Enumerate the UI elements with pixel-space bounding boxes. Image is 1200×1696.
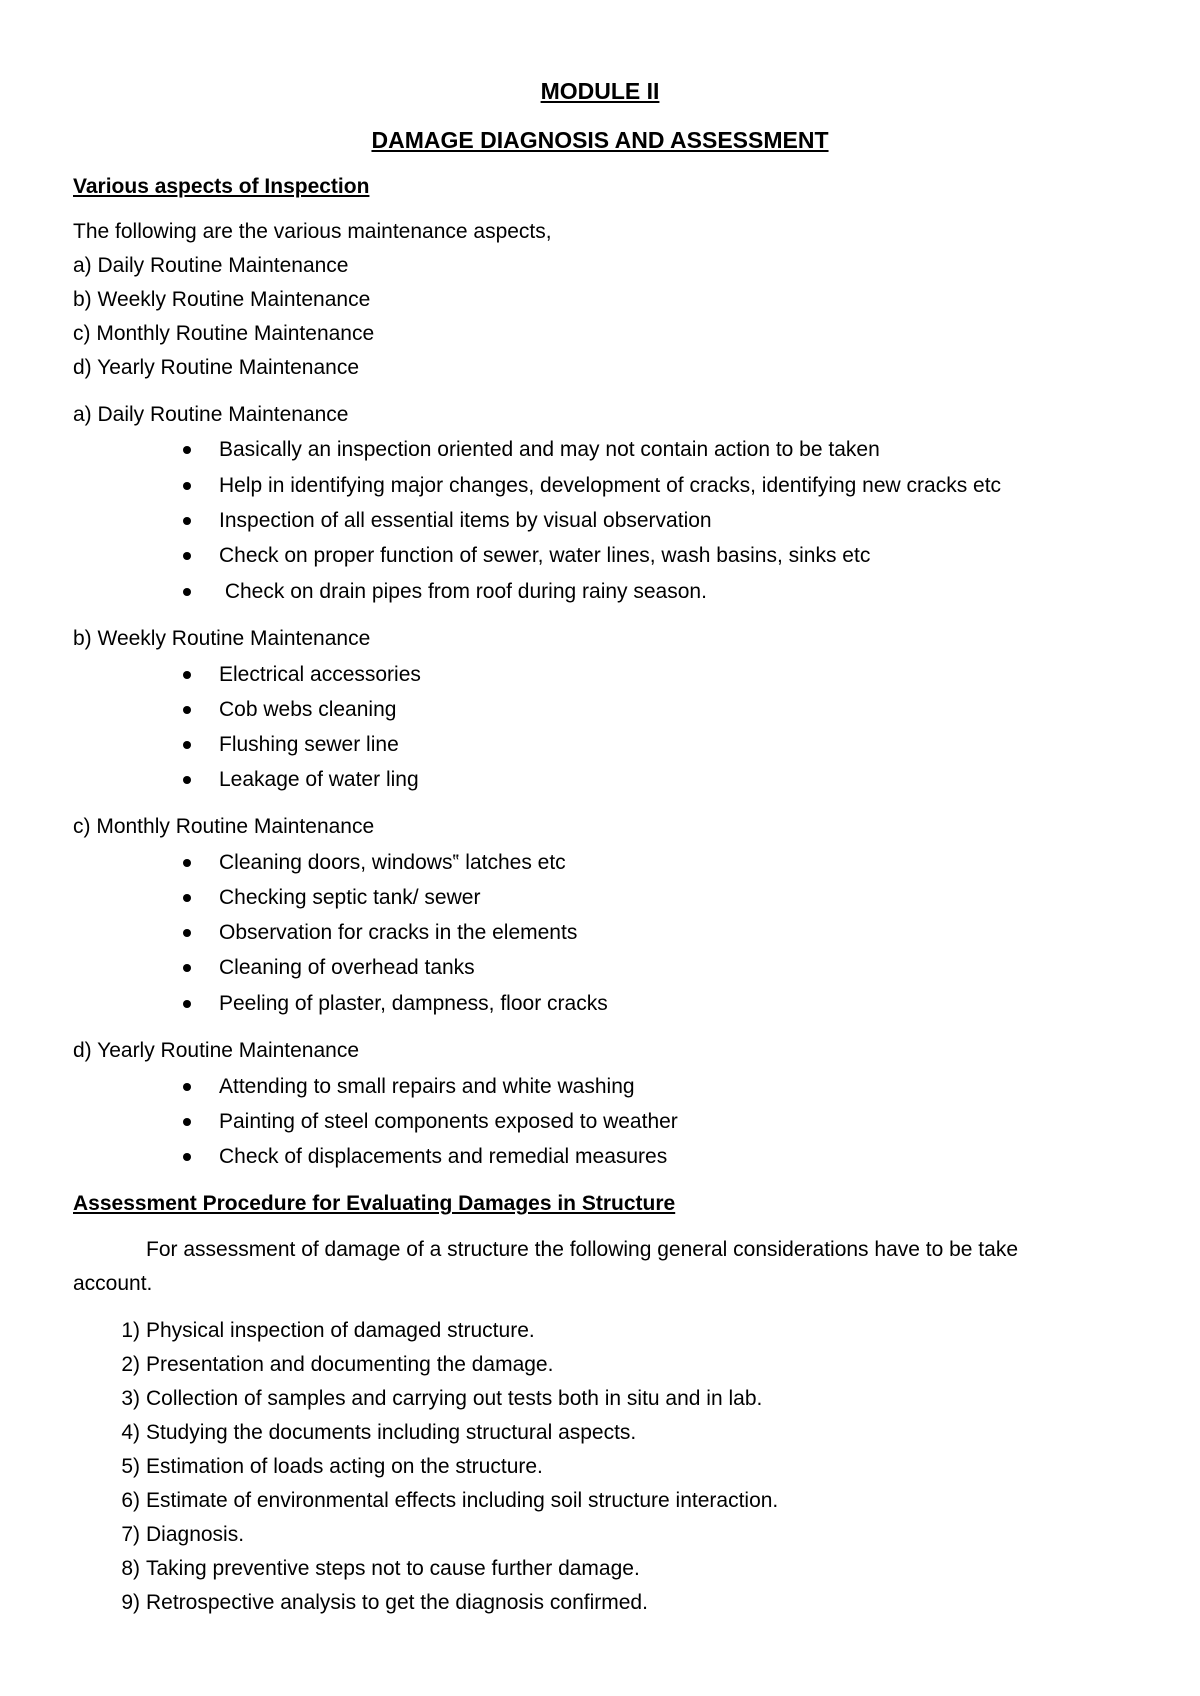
main-title: DAMAGE DIAGNOSIS AND ASSESSMENT — [371, 127, 829, 153]
yearly-section-label: d) Yearly Routine Maintenance — [73, 1039, 360, 1062]
aspect-list-item: b) Weekly Routine Maintenance — [73, 288, 371, 311]
aspect-list-item: c) Monthly Routine Maintenance — [73, 322, 375, 345]
bullet-icon — [183, 706, 191, 714]
daily-section-label: a) Daily Routine Maintenance — [73, 403, 349, 426]
assessment-heading: Assessment Procedure for Evaluating Damages in Structure — [73, 1192, 676, 1215]
bullet-icon — [183, 517, 191, 525]
bullet-icon — [183, 1153, 191, 1161]
bullet-icon — [183, 482, 191, 490]
bullet-icon — [183, 1000, 191, 1008]
bullet-icon — [183, 776, 191, 784]
assessment-paragraph-line-1: For assessment of damage of a structure the following general considerations have to be take — [146, 1238, 1018, 1261]
bullet-icon — [183, 964, 191, 972]
module-title: MODULE II — [540, 78, 660, 104]
bullet-icon — [183, 588, 191, 596]
bullet-icon — [183, 929, 191, 937]
bullet-icon — [183, 741, 191, 749]
assessment-paragraph-line-2: account. — [73, 1272, 153, 1295]
weekly-section-label: b) Weekly Routine Maintenance — [73, 627, 371, 650]
aspect-list-item: d) Yearly Routine Maintenance — [73, 356, 360, 379]
bullet-icon — [183, 671, 191, 679]
document-page: MODULE II DAMAGE DIAGNOSIS AND ASSESSMENT Various aspects of Inspection The following are the various maintenance aspects, a) Daily Routine Maintenance b) Weekly Routine Maintenance c) Monthly Routine Maintenance d) Yearly Routine Maintenance a) Daily Routine Maintenance Basically an inspection oriented and may not contain action to be taken Help in identifying major changes, development of cracks, identifying new cracks etc Inspection of all essential items by visual observation Check on proper function of sewer, water lines, wash basins, sinks etc Check on drain pipes from roof during rainy season. b) Weekly Routine Maintenance Electrical accessories Cob webs cleaning Flushing sewer line Leakage of water ling c) Monthly Routine Maintenance Cleaning doors, windows‟ latches etc Checking septic tank/ sewer Observation for cracks in the elements Cleaning of overhead tanks Peeling of plaster, dampness, floor cracks d) Yearly Routine Maintenance Attending to small repairs and white washing Painting of steel components exposed to weather Check of displacements and remedial measures Assessment Procedure for Evaluating Damages in Structure For assessment of damage of a structure the following general considerations have to be take account. 1) Physical inspection of damaged structure. 2) Presentation and documenting the damage. 3) Collection of samples and carrying out tests both in situ and in lab. 4) Studying the documents including structural aspects. 5) Estimation of loads acting on the structure. 6) Estimate of environmental effects including soil structure interaction. 7) Diagnosis. 8) Taking preventive steps not to cause further damage. 9) Retrospective analysis to get the diagnosis confirmed. — [0, 0, 1200, 1696]
bullet-icon — [183, 1083, 191, 1091]
bullet-icon — [183, 894, 191, 902]
aspect-list-item: a) Daily Routine Maintenance — [73, 254, 349, 277]
inspection-intro: The following are the various maintenance aspects, — [73, 220, 552, 243]
bullet-icon — [183, 552, 191, 560]
monthly-section-label: c) Monthly Routine Maintenance — [73, 815, 375, 838]
bullet-icon — [183, 446, 191, 454]
inspection-heading: Various aspects of Inspection — [73, 175, 370, 198]
bullet-icon — [183, 1118, 191, 1126]
bullet-icon — [183, 859, 191, 867]
